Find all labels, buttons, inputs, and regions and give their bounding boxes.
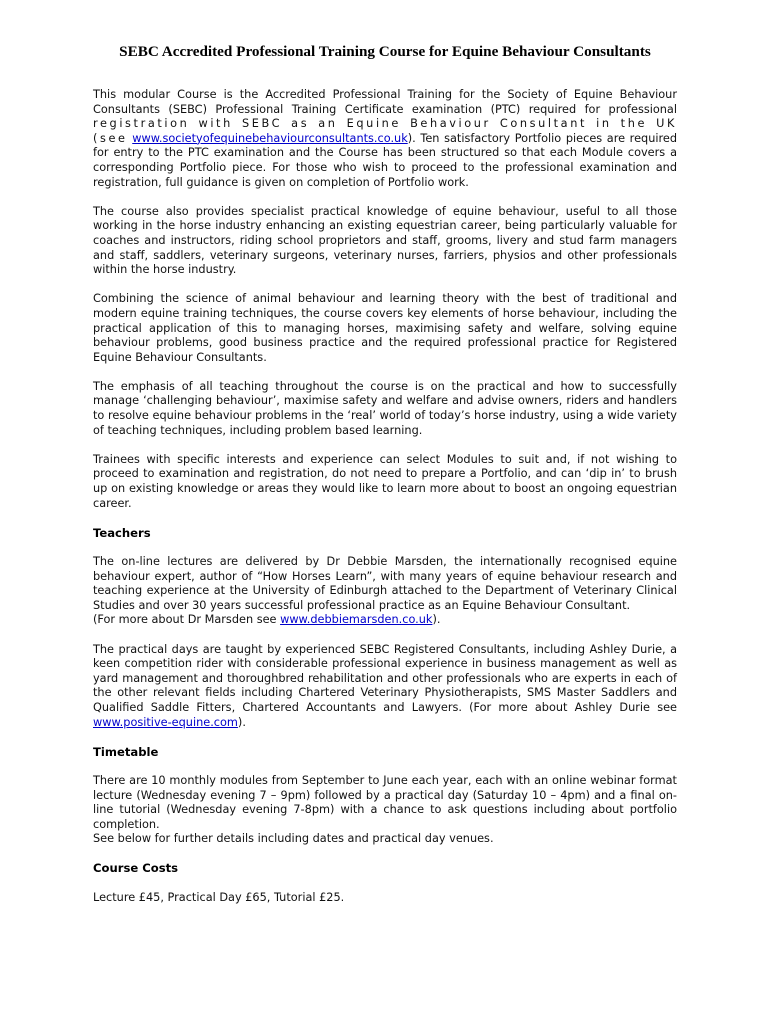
timetable-note: See below for further details including dates and practical day venues. bbox=[93, 832, 494, 846]
costs-paragraph: Lecture £45, Practical Day £65, Tutorial £25. bbox=[93, 890, 345, 904]
timetable-heading: Timetable bbox=[93, 744, 159, 759]
document-title: SEBC Accredited Professional Training Course for Equine Behaviour Consultants bbox=[119, 43, 651, 60]
timetable-paragraph bbox=[93, 774, 677, 847]
marsden-more-prefix: (For more about Dr Marsden see bbox=[93, 613, 281, 627]
intro-paragraph bbox=[93, 88, 677, 190]
intro-text-spaced: registration with SEBC as an Equine Behaviour Consultant in the UK (see bbox=[93, 117, 677, 145]
teachers-paragraph-2 bbox=[93, 643, 677, 731]
costs-heading: Course Costs bbox=[93, 861, 179, 876]
teachers-text-2: The practical days are taught by experienced SEBC Registered Consultants, including Ashley Durie, a keen competition rider with considerable professional experience in business management as well as yard management and thoroughbred rehabilitation and other professionals who are experts in each of the other relevant fields including Chartered Veterinary Physiotherapists, SMS Master Saddlers and Qualified Saddle Fitters, Chartered Accountants and Lawyers. (For more about Ashley Durie see bbox=[93, 642, 677, 714]
intro-text-2: ). Ten satisfactory Portfolio pieces are required for entry to the PTC examination and the Course has been structured so that each Module covers a corresponding Portfolio piece. For those who wish to proceed to the professional examination and registration, full guidance is given on completion of Portfolio work. bbox=[93, 131, 678, 189]
intro-text-1: This modular Course is the Accredited Professional Training for the Society of Equine Behaviour Consultants (SEBC) Professional Training Certificate examination (PTC) required for professional bbox=[93, 88, 677, 116]
teachers-paragraph-1 bbox=[93, 555, 677, 628]
marsden-website-link[interactable]: www.debbiemarsden.co.uk bbox=[280, 613, 433, 627]
emphasis-paragraph: The emphasis of all teaching throughout the course is on the practical and how to successfully manage ‘challenging behaviour’, maximise safety and welfare and advise owners, riders and handlers to resolve equine behaviour problems in the ‘real’ world of today’s horse industry, using a wide variety of teaching techniques, including problem based learning. bbox=[93, 379, 677, 437]
teachers-text-1: The on-line lectures are delivered by Dr Debbie Marsden, the internationally recognised equine behaviour expert, author of “How Horses Learn”, with many years of equine behaviour research and teaching experience at the University of Edinburgh attached to the Department of Veterinary Clinical Studies and over 30 years successful professional practice as an Equine Behaviour Consultant. bbox=[93, 555, 677, 612]
teachers-heading: Teachers bbox=[93, 525, 151, 540]
document-body bbox=[93, 88, 677, 920]
science-paragraph: Combining the science of animal behaviour and learning theory with the best of traditional and modern equine training techniques, the course covers key elements of horse behaviour, including the practical application of this to managing horses, maximising safety and welfare, solving equine behaviour problems, good business practice and the required professional practice for Registered Equine Behaviour Consultants. bbox=[93, 292, 677, 364]
sebc-website-link[interactable]: www.societyofequinebehaviourconsultants.co.uk bbox=[132, 131, 408, 145]
marsden-more-suffix: ). bbox=[432, 613, 441, 627]
timetable-text: There are 10 monthly modules from September to June each year, each with an online webinar format lecture (Wednesday evening 7 – 9pm) followed by a practical day (Saturday 10 – 4pm) and a final on-line tutorial (Wednesday evening 7-8pm) with a chance to ask questions including about portfolio completion. bbox=[93, 773, 677, 831]
knowledge-paragraph: The course also provides specialist practical knowledge of equine behaviour, useful to all those working in the horse industry enhancing an existing equestrian career, being particularly valuable for coaches and instructors, riding school proprietors and staff, grooms, livery and stud farm managers and staff, saddlers, veterinary surgeons, veterinary nurses, farriers, physios and other professionals within the horse industry. bbox=[93, 204, 677, 277]
positive-equine-link[interactable]: www.positive-equine.com bbox=[93, 715, 238, 729]
trainees-paragraph: Trainees with specific interests and experience can select Modules to suit and, if not wishing to proceed to examination and registration, do not need to prepare a Portfolio, and can ‘dip in’ to brush up on existing knowledge or areas they would like to learn more about to boost an ongoing equestrian career. bbox=[93, 452, 677, 510]
teachers-text-2-suffix: ). bbox=[237, 715, 246, 729]
